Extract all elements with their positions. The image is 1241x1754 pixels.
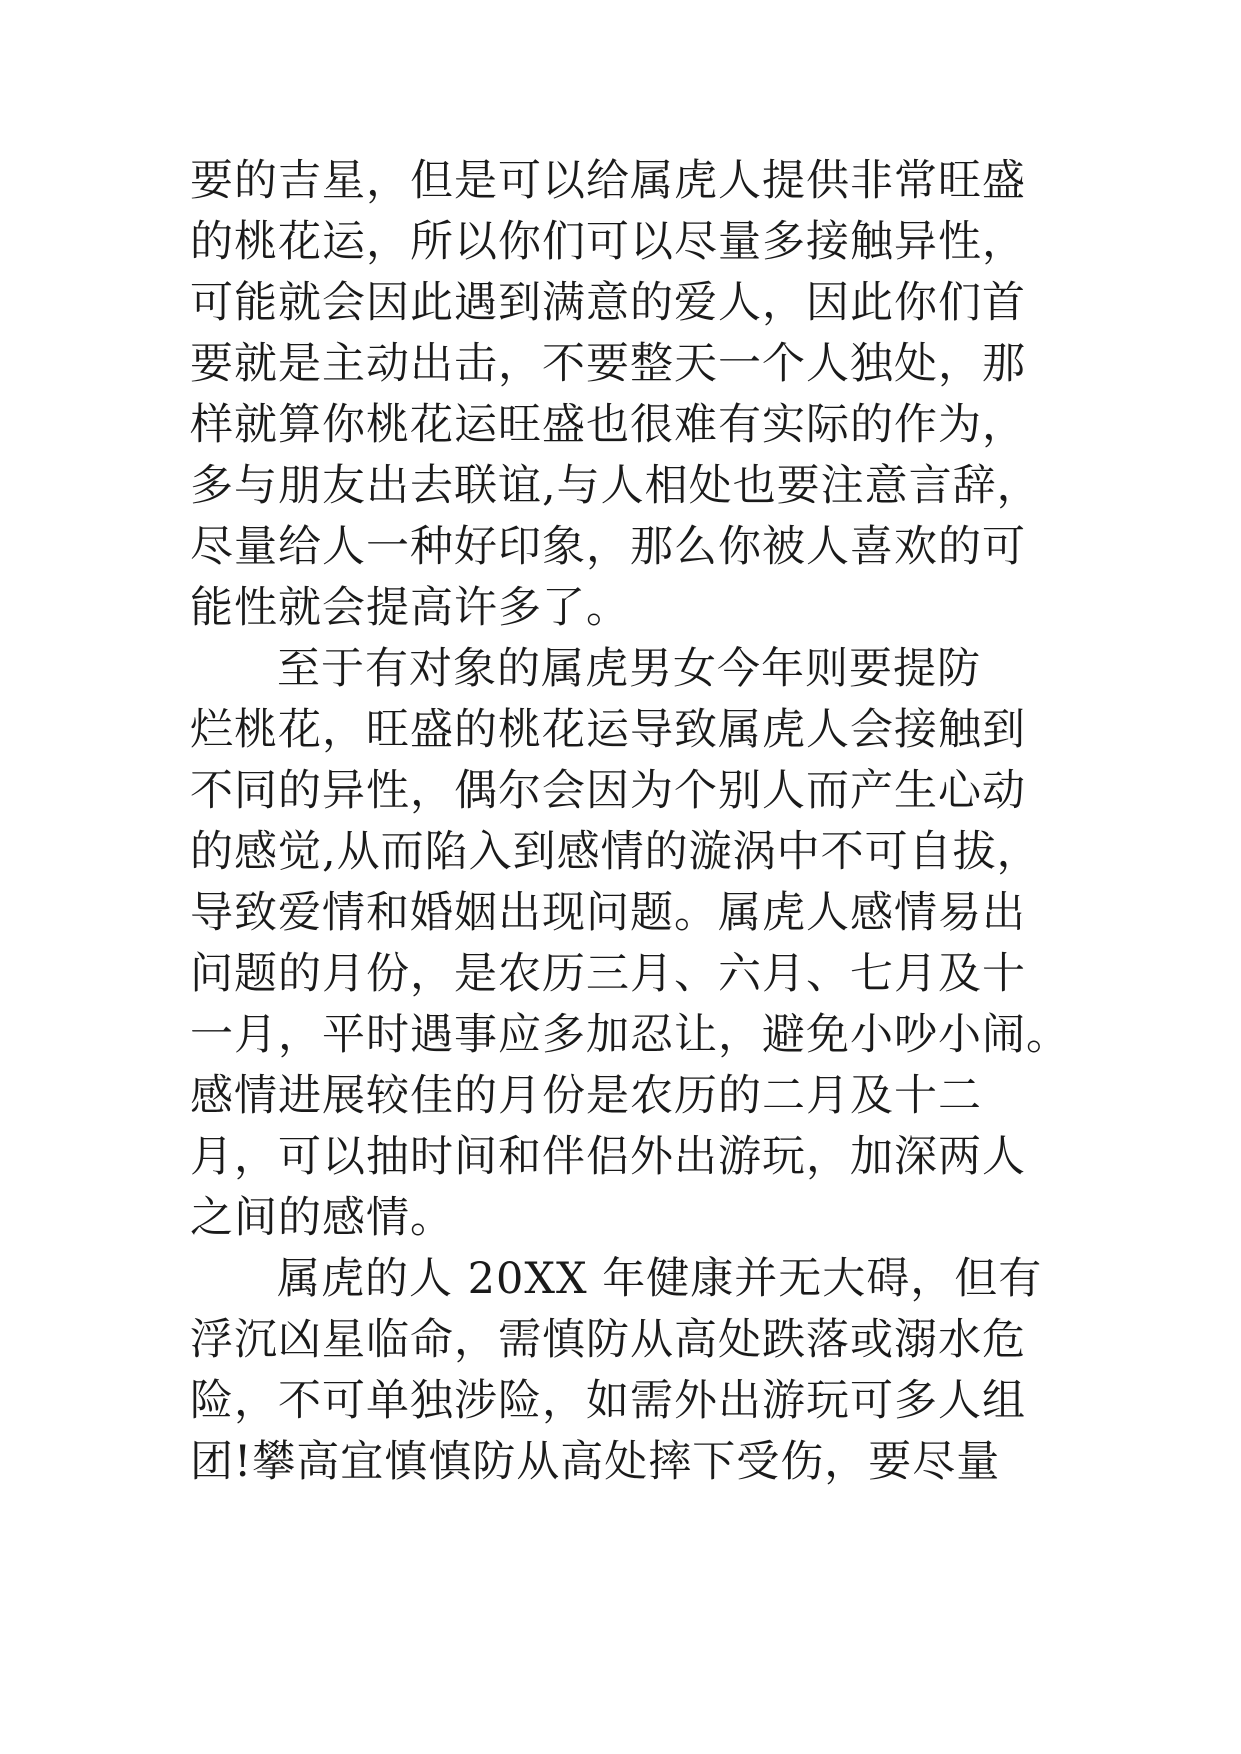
- text-line: 浮沉凶星临命，需慎防从高处跌落或溺水危: [190, 1315, 1026, 1365]
- text-line: 烂桃花，旺盛的桃花运导致属虎人会接触到: [190, 705, 1026, 755]
- text-line: 感情进展较佳的月份是农历的二月及十二: [190, 1071, 982, 1121]
- text-line: 能性就会提高许多了。: [190, 583, 630, 633]
- text-line: 团!攀高宜慎慎防从高处摔下受伤，要尽量: [190, 1437, 1001, 1487]
- paragraph-start-line: 至于有对象的属虎男女今年则要提防: [277, 644, 981, 694]
- text-line: 导致爱情和婚姻出现问题。属虎人感情易出: [190, 888, 1026, 938]
- text-line: 月，可以抽时间和伴侣外出游玩，加深两人: [190, 1132, 1026, 1182]
- text-line: 一月，平时遇事应多加忍让，避免小吵小闹。: [190, 1010, 1070, 1060]
- body-text: [190, 151, 1070, 1493]
- text-line: 要的吉星，但是可以给属虎人提供非常旺盛: [190, 156, 1026, 206]
- text-line: 的桃花运，所以你们可以尽量多接触异性，: [190, 217, 1026, 267]
- text-line: 不同的异性，偶尔会因为个别人而产生心动: [190, 766, 1026, 816]
- text-line: 险，不可单独涉险，如需外出游玩可多人组: [190, 1376, 1026, 1426]
- text-line: 可能就会因此遇到满意的爱人，因此你们首: [190, 278, 1026, 328]
- text-line: 的感觉,从而陷入到感情的漩涡中不可自拔，: [190, 827, 1041, 877]
- text-line: 多与朋友出去联谊,与人相处也要注意言辞，: [190, 461, 1041, 511]
- text-line: 样就算你桃花运旺盛也很难有实际的作为，: [190, 400, 1026, 450]
- text-line: 要就是主动出击，不要整天一个人独处，那: [190, 339, 1026, 389]
- paragraph-start-line: 属虎的人 20XX 年健康并无大碍，但有: [277, 1254, 1043, 1304]
- text-line: 尽量给人一种好印象，那么你被人喜欢的可: [190, 522, 1026, 572]
- text-line: 之间的感情。: [190, 1193, 454, 1243]
- text-line: 问题的月份，是农历三月、六月、七月及十: [190, 949, 1026, 999]
